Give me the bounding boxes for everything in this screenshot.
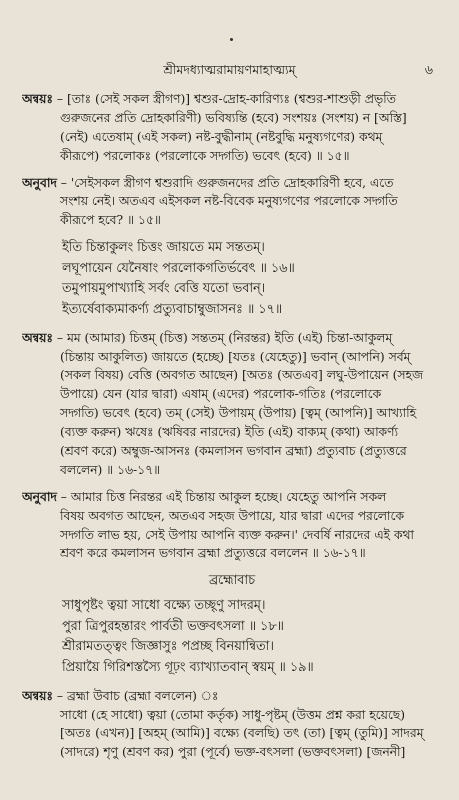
verse-line: প্রিয়ায়ৈ গিরিশস্তস্যৈ গূঢ়ং ব্যাখ্যাতবান্ স্বয়ম্ ॥ ১৯॥ <box>62 660 314 676</box>
anvaya-block <box>22 329 442 480</box>
section-heading: ব্রহ্মোবাচ <box>208 573 256 589</box>
verse-line: তমুপায়মুপাখ্যাহি সর্বং বেত্তি যতো ভবান্। <box>62 281 266 297</box>
text-line: (শ্রবণ করে) অম্বুজ-আসনঃ (কমলাসন ভগবান ব্রহ্মা) প্রত্যুবাচ (প্রত্যুত্তরে <box>60 443 407 458</box>
spacer <box>22 563 442 571</box>
anvaya-block <box>22 90 442 166</box>
anuvad-block <box>22 174 442 231</box>
text-line: (চিন্তায় আকুলিত) জায়তে (হচ্ছে) [যতঃ (যেহেতু)] ভবান্ (আপনি) সর্বম্ <box>60 349 411 364</box>
text-line: সংশয় নেই। অতএব এইসকল নষ্ট-বিবেক মনুষ্যগণের পরলোকে সদ্গতি <box>60 194 398 209</box>
text-line: [অতঃ (এখন)] [অহম্ (আমি)] বক্ষ্যে (বলছি) তৎ (তা) [ত্বম্ (তুমি)] সাদরম্ <box>60 726 424 741</box>
text-line: – [তাঃ (সেই সকল স্ত্রীগণ)] শ্বশুর-দ্রোহ-কারিণ্যঃ (শ্বশুর-শাশুড়ী প্রভৃতি <box>52 92 396 106</box>
heading-block <box>22 571 442 591</box>
page-body <box>22 90 442 762</box>
spacer <box>22 166 442 174</box>
text-line: (ব্যক্ত করুন) ঋষেঃ (ঋষিবর নারদের) ইতি (এই) বাক্যম্ (কথা) আকর্ণ্য <box>60 425 399 440</box>
verse-line: লঘূপায়েন যেনৈষাং পরলোকগতির্ভবেৎ ॥ ১৬॥ <box>62 260 295 276</box>
header-title: শ্রীমদধ্যাত্মরামায়ণমাহাত্ম্যম্ <box>163 62 296 77</box>
text-line: – ব্রহ্মা উবাচ (ব্রহ্মা বললেন) ঃ <box>52 688 219 703</box>
spacer <box>22 679 442 687</box>
text-line: সদ্গতি লাভ হয়, সেই উপায় আপনি ব্যক্ত করুন।' দেবর্ষি নারদের এই কথা <box>60 527 414 542</box>
anuvad-block <box>22 488 442 564</box>
text-line: বললেন) ॥ ১৬-১৭॥ <box>60 462 161 477</box>
running-header <box>0 62 459 82</box>
text-line: – আমার চিত্ত নিরন্তর এই চিন্তায় আকুল হচ্ছে। যেহেতু আপনি সকল <box>56 489 387 504</box>
text-line: শ্রবণ করে কমলাসন ভগবান ব্রহ্মা প্রত্যুত্তরে বললেন ॥ ১৬-১৭॥ <box>60 546 366 561</box>
anvaya-first-line <box>22 687 442 706</box>
verse-line: ইত্যর্ষেবাক্যমাকর্ণ্য প্রত্যুবাচাম্বুজাসনঃ ॥ ১৭॥ <box>62 302 283 318</box>
verse-block <box>22 238 442 320</box>
anuvad-first-line <box>22 488 442 507</box>
text-line: গুরুজনের প্রতি দ্রোহকারিণী) ভবিষ্যন্তি (হবে) সংশয়ঃ (সংশয়) ন [অস্তি] <box>60 110 407 125</box>
anvaya-first-line <box>22 329 442 348</box>
page-number: ৬ <box>424 62 433 77</box>
text-line: বিষয় অবগত আছেন, অতএব সহজ উপায়ে, যার দ্বারা এদের পরলোকে <box>60 508 405 523</box>
anvaya-label: অন্বয়ঃ <box>22 687 53 703</box>
ink-dot <box>230 38 233 41</box>
spacer <box>22 321 442 329</box>
verse-block <box>22 596 442 678</box>
anvaya-first-line <box>22 90 442 109</box>
text-line: – মম (আমার) চিত্তম্ (চিত্ত) সন্ততম্ (নিরন্তর) ইতি (এই) চিন্তা-আকুলম্ <box>52 330 393 345</box>
anuvad-first-line <box>22 174 442 193</box>
text-line: কীরূপে হবে? ॥ ১৫॥ <box>60 213 161 228</box>
text-line: (সকল বিষয়) বেত্তি (অবগত আছেন) [অতঃ (অতএব] লঘু-উপায়েন (সহজ <box>60 368 423 383</box>
spacer <box>22 480 442 488</box>
verse-line: পুরা ত্রিপুরহন্তারং পার্বতী ভক্তবৎসলা ॥ ১৮॥ <box>62 618 284 634</box>
verse-line: শ্রীরামতত্ত্বং জিজ্ঞাসুঃ পপ্রচ্ছ বিনয়ান্বিতা। <box>62 639 274 655</box>
text-line: সদ্গতি) ভবেৎ (হবে) তম্ (সেই) উপায়ম্ (উপায়) [ত্বম্ (আপনি)] আখ্যাহি <box>60 406 417 421</box>
text-line: – 'সেইসকল স্ত্রীগণ শ্বশুরাদি গুরুজনদের প্রতি দ্রোহকারিণী হবে, এতে <box>56 175 394 190</box>
verse-line: সাধুপৃষ্টং ত্বয়া সাধো বক্ষ্যে তচ্ছৃণু সাদরম্। <box>62 598 266 614</box>
spacer <box>22 230 442 238</box>
verse-line: ইতি চিন্তাকুলং চিত্তং জায়তে মম সন্ততম্। <box>62 240 265 256</box>
text-line: সাধো (হে সাধো) ত্বয়া (তোমা কর্তৃক) সাধু-পৃষ্টম্ (উত্তম প্রশ্ন করা হয়েছে) <box>60 707 406 722</box>
anuvad-label: অনুবাদ <box>22 174 57 190</box>
anuvad-label: অনুবাদ <box>22 488 57 504</box>
anvaya-label: অন্বয়ঃ <box>22 91 53 106</box>
text-line: (সাদরে) শৃণু (শ্রবণ কর) পুরা (পূর্বে) ভক্ত-বৎসলা (ভক্তবৎসলা) [জননী] <box>60 745 406 760</box>
text-line: উপায়ে) যেন (যার দ্বারা) এষাম্ (এদের) পরলোক-গতিঃ (পরলোকে <box>60 387 382 402</box>
anvaya-block <box>22 687 442 763</box>
text-line: (নেই) এতেষাম্ (এই সকল) নষ্ট-বুদ্ধীনাম্ (নষ্টবুদ্ধি মনুষ্যগণের) কথম্ <box>60 129 383 144</box>
anvaya-label: অন্বয়ঃ <box>22 329 53 345</box>
text-line: কীরূপে) পরলোকঃ (পরলোকে সদ্গতি) ভবেৎ (হবে) ॥ ১৫॥ <box>60 148 350 163</box>
